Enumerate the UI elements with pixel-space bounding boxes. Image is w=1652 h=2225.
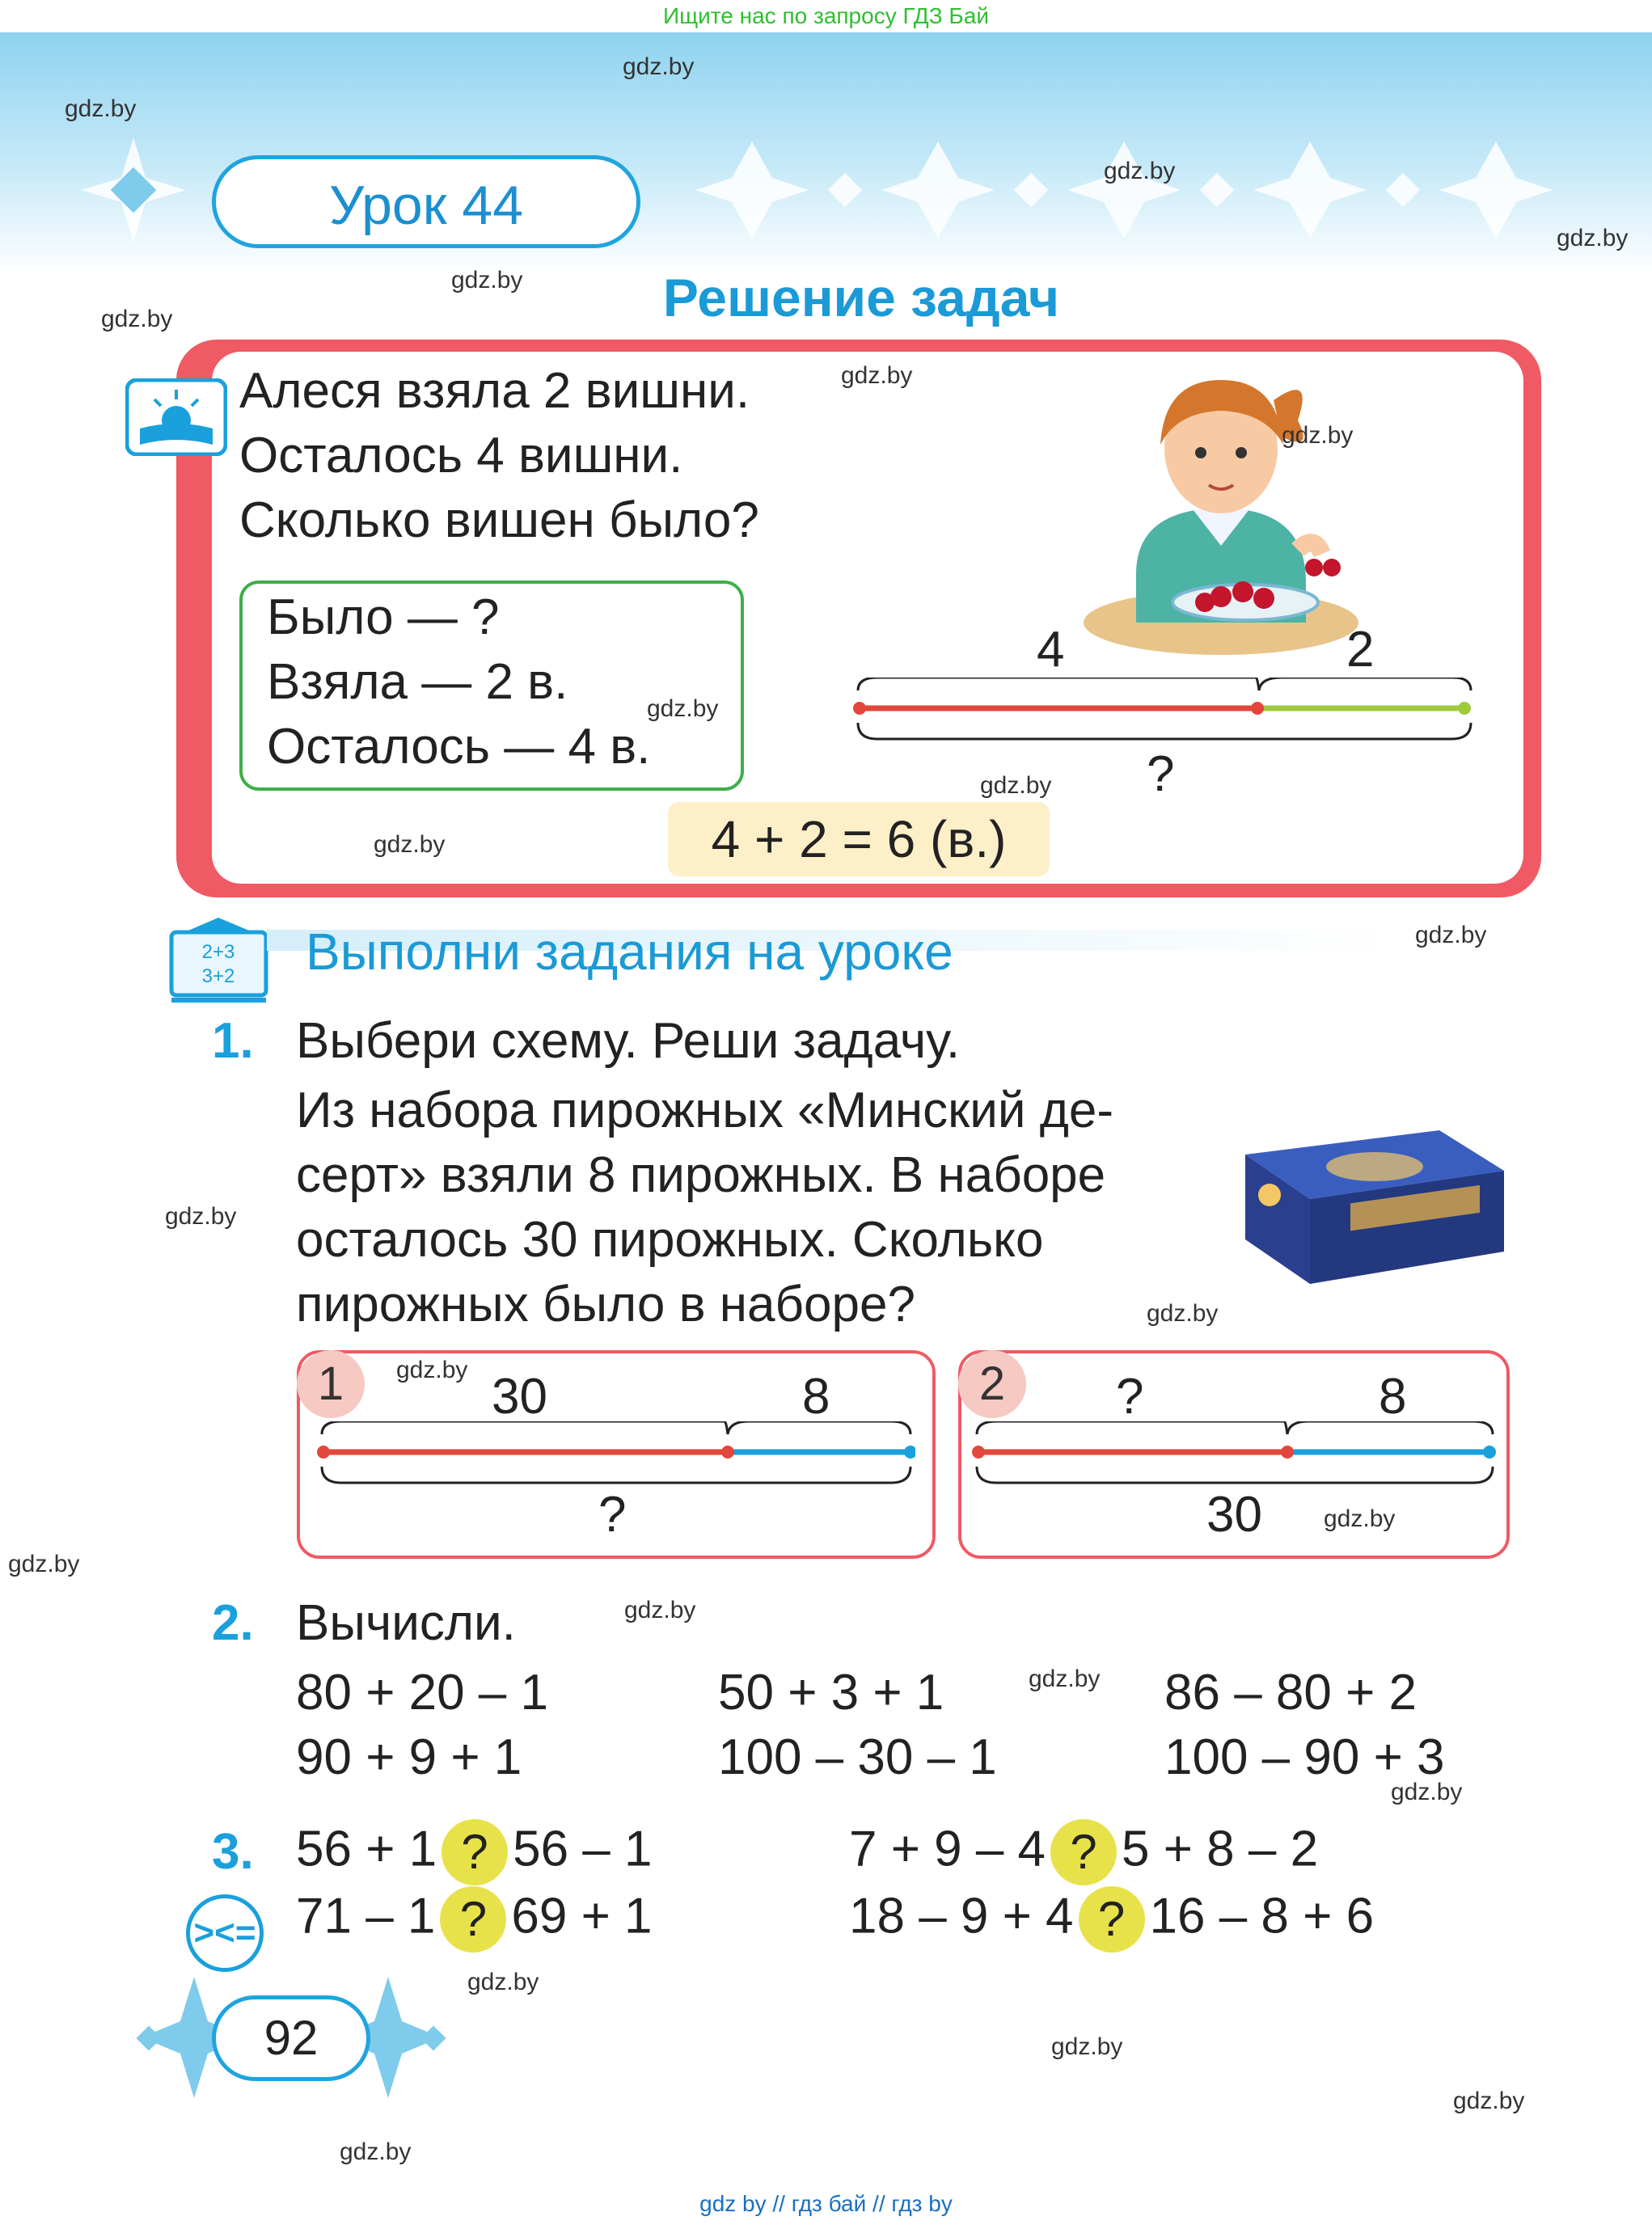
top-note[interactable]: Ищите нас по запросу ГДЗ Бай [662,3,990,28]
comparison-left: 71 – 1 [296,1888,436,1944]
lesson-label: Урок 44 [212,155,640,248]
scheme-left-label: 4 [1037,622,1065,678]
watermark: gdz.by [1104,158,1176,184]
condition-line: Было — ? [267,589,500,645]
watermark: gdz.by [1029,1666,1101,1692]
watermark: gdz.by [1282,422,1354,449]
watermark: gdz.by [374,831,446,858]
comparison-left: 56 + 1 [296,1821,437,1877]
watermark: gdz.by [841,362,913,389]
scheme1-right-label: 8 [802,1369,830,1425]
girl-cherries-illustration [1071,356,1363,655]
comparison-left: 18 – 9 + 4 [849,1888,1074,1944]
blackboard-sum: 2+3 [201,941,235,963]
ornament-strip-icon [671,137,1585,243]
comparison-left: 7 + 9 – 4 [849,1821,1046,1877]
scheme2-left-label: ? [1116,1369,1144,1425]
compare-icon: ><= [186,1894,264,1972]
scheme-badge-2: 2 [958,1350,1026,1418]
watermark: gdz.by [1391,1779,1463,1805]
watermark: gdz.by [101,306,173,332]
problem-line: Алеся взяла 2 вишни. [239,363,750,419]
watermark: gdz.by [451,267,523,293]
watermark: gdz.by [624,1597,696,1623]
watermark: gdz.by [980,772,1052,799]
blackboard-icon [168,916,269,1005]
task1-heading: Выбери схему. Реши задачу. [296,1013,961,1069]
comparison-right: 5 + 8 – 2 [1122,1821,1319,1877]
page-title: Решение задач [662,268,1060,327]
comparison-right: 16 – 8 + 6 [1149,1888,1375,1944]
condition-line: Взяла — 2 в. [267,654,568,710]
task3-number: 3. [212,1824,254,1880]
blackboard-sum: 3+2 [201,965,235,987]
footer-links[interactable]: gdz by // гдз бай // гдз by [699,2191,953,2216]
task2-expression: 86 – 80 + 2 [1164,1665,1417,1720]
task1-line: пирожных было в наборе? [296,1277,915,1332]
ornament-left-icon [81,137,186,243]
task1-number: 1. [212,1013,254,1069]
comparison-blank[interactable]: ? [1079,1886,1145,1953]
comparison-blank[interactable]: ? [1050,1819,1117,1885]
problem-line: Сколько вишен было? [239,492,759,548]
problem-line: Осталось 4 вишни. [239,428,683,483]
watermark: gdz.by [647,695,719,722]
book-sun-icon [125,378,227,456]
comparison-blank[interactable]: ? [440,1886,506,1953]
watermark: gdz.by [1147,1300,1219,1327]
watermark: gdz.by [623,53,695,80]
task3-comparison[interactable] [296,1819,653,1885]
task1-line: Из набора пирожных «Минский де- [296,1083,1114,1138]
task1-line: осталось 30 пирожных. Сколько [296,1212,1044,1268]
task3-comparison[interactable] [296,1886,653,1953]
task2-number: 2. [212,1595,254,1651]
task2-heading: Вычисли. [296,1595,516,1651]
task2-expression: 50 + 3 + 1 [718,1665,944,1720]
page-number: 92 [212,1995,370,2081]
watermark: gdz.by [396,1357,468,1383]
watermark: gdz.by [65,95,137,122]
theory-equation: 4 + 2 = 6 (в.) [668,802,1050,876]
watermark: gdz.by [340,2138,412,2165]
watermark: gdz.by [1051,2033,1123,2060]
task2-expression: 80 + 20 – 1 [296,1665,548,1720]
comparison-right: 69 + 1 [511,1888,653,1944]
cake-box-image [1237,1122,1512,1292]
watermark: gdz.by [1324,1505,1396,1532]
task2-expression: 100 – 30 – 1 [718,1729,997,1785]
scheme1-bottom-label: ? [598,1487,627,1543]
scheme2-segments [972,1421,1498,1494]
watermark: gdz.by [1415,922,1487,948]
task1-line: серт» взяли 8 пирожных. В наборе [296,1147,1106,1203]
scheme2-right-label: 8 [1379,1369,1407,1425]
scheme1-segments [317,1421,915,1494]
condition-line: Осталось — 4 в. [267,719,651,775]
task3-comparison[interactable] [849,1819,1318,1885]
task3-comparison[interactable] [849,1886,1374,1953]
scheme-right-label: 2 [1346,622,1375,678]
scheme1-left-label: 30 [492,1369,547,1425]
watermark: gdz.by [467,1969,539,1995]
watermark: gdz.by [8,1551,80,1577]
task2-expression: 90 + 9 + 1 [296,1729,522,1785]
task2-expression: 100 – 90 + 3 [1164,1729,1445,1785]
section-title: Выполни задания на уроке [306,923,953,981]
scheme-bottom-label: ? [1147,746,1175,802]
comparison-blank[interactable]: ? [442,1819,508,1885]
scheme-badge-1: 1 [297,1350,365,1418]
scheme2-bottom-label: 30 [1206,1487,1262,1543]
watermark: gdz.by [1453,2088,1525,2114]
theory-segment-scheme [853,678,1476,750]
watermark: gdz.by [165,1203,237,1230]
watermark: gdz.by [1557,225,1629,251]
comparison-right: 56 – 1 [513,1821,653,1877]
